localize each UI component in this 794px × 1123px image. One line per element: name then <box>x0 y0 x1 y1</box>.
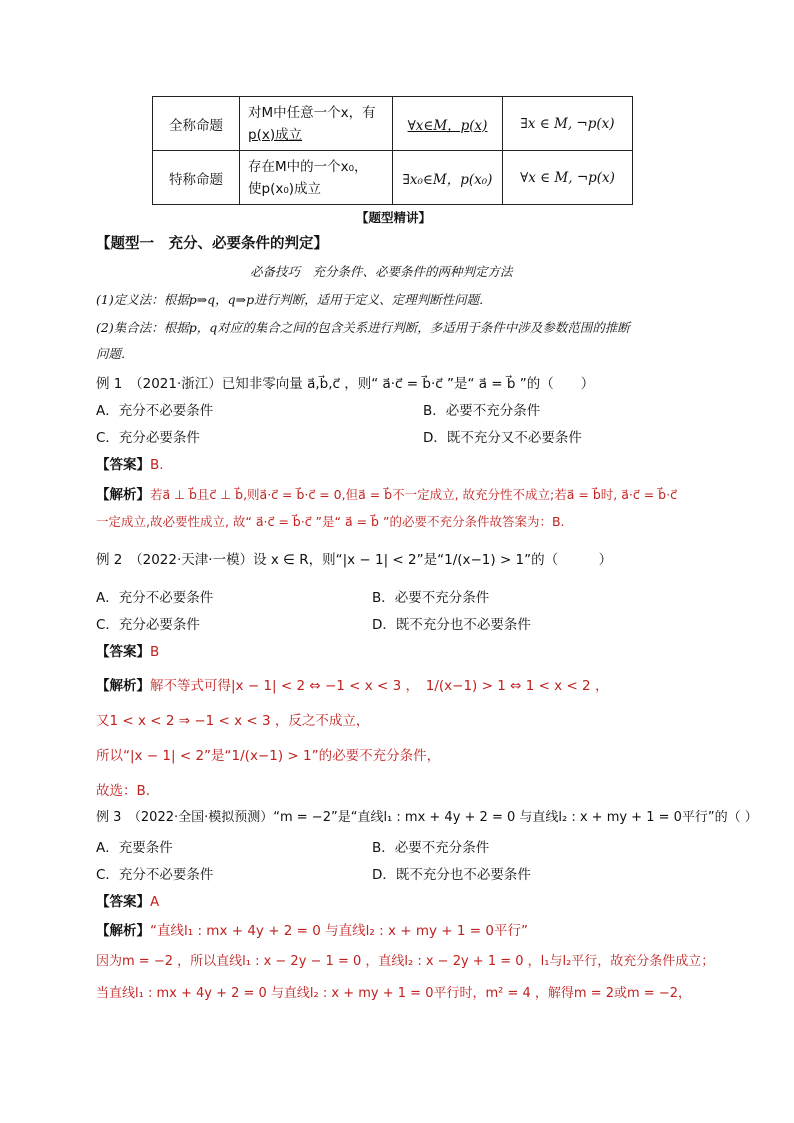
ex1-option-c: C．充分必要条件 <box>96 430 200 446</box>
desc-line: 使p(x₀)成立 <box>248 180 322 197</box>
table-cell-symbol: ∃x₀∈M，p(x₀) <box>393 151 503 205</box>
table-row <box>153 151 633 205</box>
answer-value: B <box>150 644 160 660</box>
ex2-analysis-2: 又1 < x < 2 ⇒ −1 < x < 3 ，反之不成立， <box>96 713 370 729</box>
tip-set: (2)集合法：根据p，q对应的集合之间的包含关系进行判断，多适用于条件中涉及参数范围的推断 <box>96 320 630 335</box>
table-row <box>153 97 633 151</box>
ex2-option-c: C．充分必要条件 <box>96 617 200 633</box>
ex2-answer <box>96 640 159 660</box>
analysis-label: 【解析】 <box>96 923 150 939</box>
desc-line: p(x)成立 <box>248 126 303 143</box>
tip-title: 必备技巧 充分条件、必要条件的两种判定方法 <box>250 264 513 279</box>
ex1-answer <box>96 453 164 473</box>
ex3-answer <box>96 890 159 910</box>
ex2-option-a: A．充分不必要条件 <box>96 590 214 606</box>
ex1-option-d: D．既不充分又不必要条件 <box>423 430 582 446</box>
ex3-option-b: B．必要不充分条件 <box>372 840 490 856</box>
table-cell-desc <box>240 151 393 205</box>
answer-value: A <box>150 894 160 910</box>
analysis-text: “直线l₁ : mx + 4y + 2 = 0 与直线l₂ : x + my + 1 = 0平行” <box>150 923 528 939</box>
ex1-analysis-2: 一定成立,故必要性成立, 故“ a⃗·c⃗ = b⃗·c⃗ ”是“ a⃗ = b⃗ ”的必要不充分条件故答案为：B. <box>96 514 565 529</box>
answer-label: 【答案】 <box>96 457 150 473</box>
ex3-option-a: A．充要条件 <box>96 840 173 856</box>
desc-line: 存在M中的一个x₀， <box>248 158 368 175</box>
ex3-option-c: C．充分不必要条件 <box>96 867 214 883</box>
quantifier-table <box>152 96 633 205</box>
example-2-stem: 例 2 （2022·天津·一模）设 x ∈ R，则“|x − 1| < 2”是“1/(x−1) > 1”的（ ） <box>96 552 613 568</box>
ex2-option-b: B．必要不充分条件 <box>372 590 490 606</box>
table-cell-name: 特称命题 <box>153 151 240 205</box>
ex1-option-a: A．充分不必要条件 <box>96 403 214 419</box>
table-cell-name: 全称命题 <box>153 97 240 151</box>
ex3-analysis-3: 当直线l₁ : mx + 4y + 2 = 0 与直线l₂ : x + my + 1 = 0平行时，m² = 4 ，解得m = 2或m = −2， <box>96 986 691 1001</box>
ex1-analysis-1 <box>96 483 677 503</box>
desc-line: 对M中任意一个x，有 <box>248 104 376 121</box>
topic-title: 【题型一 充分、必要条件的判定】 <box>96 236 328 252</box>
ex2-analysis-4: 故选：B. <box>96 783 151 799</box>
ex1-option-b: B．必要不充分条件 <box>423 403 541 419</box>
example-1-stem: 例 1 （2021·浙江）已知非零向量 a⃗,b⃗,c⃗ ，则“ a⃗·c⃗ = b⃗·c⃗ ”是“ a⃗ = b⃗ ”的（ ） <box>96 376 595 392</box>
table-cell-negation: ∀x ∈ M, ¬p(x) <box>503 151 633 205</box>
tip-set-cont: 问题． <box>96 346 134 361</box>
answer-label: 【答案】 <box>96 644 150 660</box>
ex2-analysis-1 <box>96 674 608 694</box>
section-title: 【题型精讲】 <box>356 210 432 225</box>
table-cell-desc <box>240 97 393 151</box>
analysis-label: 【解析】 <box>96 678 150 694</box>
ex3-analysis-1 <box>96 919 528 939</box>
table-cell-symbol: ∀x∈M，p(x) <box>393 97 503 151</box>
example-3-stem: 例 3 （2022·全国·模拟预测）“m = −2”是“直线l₁ : mx + 4y + 2 = 0 与直线l₂ : x + my + 1 = 0平行”的（ ） <box>96 810 758 825</box>
analysis-text: 若a⃗ ⊥ b⃗且c⃗ ⊥ b⃗,则a⃗·c⃗ = b⃗·c⃗ = 0,但a⃗ = b⃗不一定成立, 故充分性不成立;若a⃗ = b⃗时, a⃗·c⃗ = b⃗·c⃗ <box>150 487 677 502</box>
answer-value: B. <box>150 457 164 473</box>
tip-definition: (1)定义法：根据p⇒q，q⇒p进行判断，适用于定义、定理判断性问题． <box>96 292 492 307</box>
ex3-option-d: D．既不充分也不必要条件 <box>372 867 531 883</box>
answer-label: 【答案】 <box>96 894 150 910</box>
ex2-analysis-3: 所以“|x − 1| < 2”是“1/(x−1) > 1”的必要不充分条件， <box>96 748 441 764</box>
analysis-label: 【解析】 <box>96 487 150 503</box>
analysis-text: 解不等式可得|x − 1| < 2 ⇔ −1 < x < 3 ， 1/(x−1) > 1 ⇔ 1 < x < 2 ， <box>150 678 609 694</box>
ex2-option-d: D．既不充分也不必要条件 <box>372 617 531 633</box>
ex3-analysis-2: 因为m = −2 ，所以直线l₁ : x − 2y − 1 = 0 ，直线l₂ : x − 2y + 1 = 0 ，l₁与l₂平行，故充分条件成立； <box>96 954 715 969</box>
table-cell-negation: ∃x ∈ M, ¬p(x) <box>503 97 633 151</box>
